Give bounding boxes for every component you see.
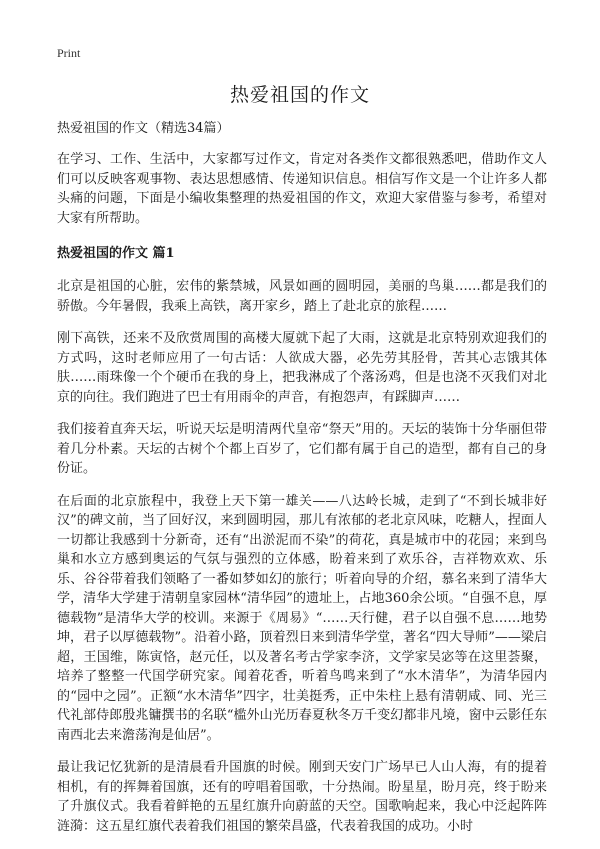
body-paragraph: 在后面的北京旅程中，我登上天下第一雄关——八达岭长城，走到了“不到长城非好汉”的碑文前，当了回好汉，来到圆明园，那儿有浓郁的老北京风味，吃糖人，捏面人一切都让我感到十分新奇，还有“出淤泥而不染”的荷花，真是城市中的花园；来到鸟巢和水立方感到奥运的气氛与强烈的立体感，盼着来到了欢乐谷，吉祥物欢欢、乐乐、谷谷带着我们领略了一番如梦如幻的旅行；听着向导的介绍，慕名来到了清华大学，清华大学建于清朝皇家园林“清华园”的遗址上，占地360余公顷。“自强不息，厚德载物”是清华大学的校训。来源于《周易》“……天行健，君子以自强不息……地势坤，君子以厚德载物”。沿着小路，顶着烈日来到清华学堂，著名“四大导师”——梁启超，王国维，陈寅恪，赵元任，以及著名考古学家李济，文学家吴宓等在这里荟聚，培养了整整一代国学研究家。闻着花香，听着鸟鸣来到了“水木清华”，为清华园内的“园中之园”。正额“水木清华”四字，壮美挺秀，正中朱柱上悬有清朝咸、同、光三代礼部侍郎殷兆镛撰书的名联“槛外山光历春夏秋冬万千变幻都非凡境，窗中云影任东南西北去来澹荡洵是仙居”。 bbox=[57, 493, 547, 743]
body-paragraph: 刚下高铁，还来不及欣赏周围的高楼大厦就下起了大雨，这就是北京特别欢迎我们的方式吗，这时老师应用了一句古话：人欲成大器，必先劳其胫骨，苦其心志饿其体肤……雨珠像一个个硬币在我的身上，把我淋成了个落汤鸡，但是也浇不灭我们对北京的向往。我们跑进了巴士有用雨伞的声音，有抱怨声，有踩脚声…… bbox=[57, 331, 547, 405]
section-heading: 热爱祖国的作文 篇1 bbox=[57, 246, 175, 261]
document-body bbox=[57, 119, 547, 849]
body-paragraph: 最让我记忆犹新的是清晨看升国旗的时候。刚到天安门广场早已人山人海，有的提着相机，有的挥舞着国旗，还有的哼唱着国歌，十分热闹。盼星星，盼月亮，终于盼来了升旗仪式。我看着鲜艳的五星红旗升向蔚蓝的天空。国歌响起来，我心中泛起阵阵涟漪：这五星红旗代表着我们祖国的繁荣昌盛，代表着我国的成功。小时 bbox=[57, 760, 547, 834]
document-subtitle: 热爱祖国的作文（精选34篇） bbox=[57, 121, 230, 136]
body-paragraph: 北京是祖国的心脏，宏伟的紫禁城，风景如画的圆明园，美丽的鸟巢……都是我们的骄傲。今年暑假，我乘上高铁，离开家乡，踏上了赴北京的旅程…… bbox=[57, 279, 547, 314]
intro-paragraph: 在学习、工作、生活中，大家都写过作文，肯定对各类作文都很熟悉吧，借助作文人们可以反映客观事物、表达思想感情、传递知识信息。相信写作文是一个让许多人都头痛的问题，下面是小编收集整理的热爱祖国的作文，欢迎大家借鉴与参考，希望对大家有所帮助。 bbox=[57, 152, 547, 226]
print-link[interactable]: Print bbox=[57, 46, 81, 60]
page-title: 热爱祖国的作文 bbox=[229, 84, 370, 106]
body-paragraph: 我们接着直奔天坛，听说天坛是明清两代皇帝“祭天”用的。天坛的装饰十分华丽但带着几分朴素。天坛的古树个个都上百岁了，它们都有属于自己的造型，都有自己的身份证。 bbox=[57, 422, 547, 476]
